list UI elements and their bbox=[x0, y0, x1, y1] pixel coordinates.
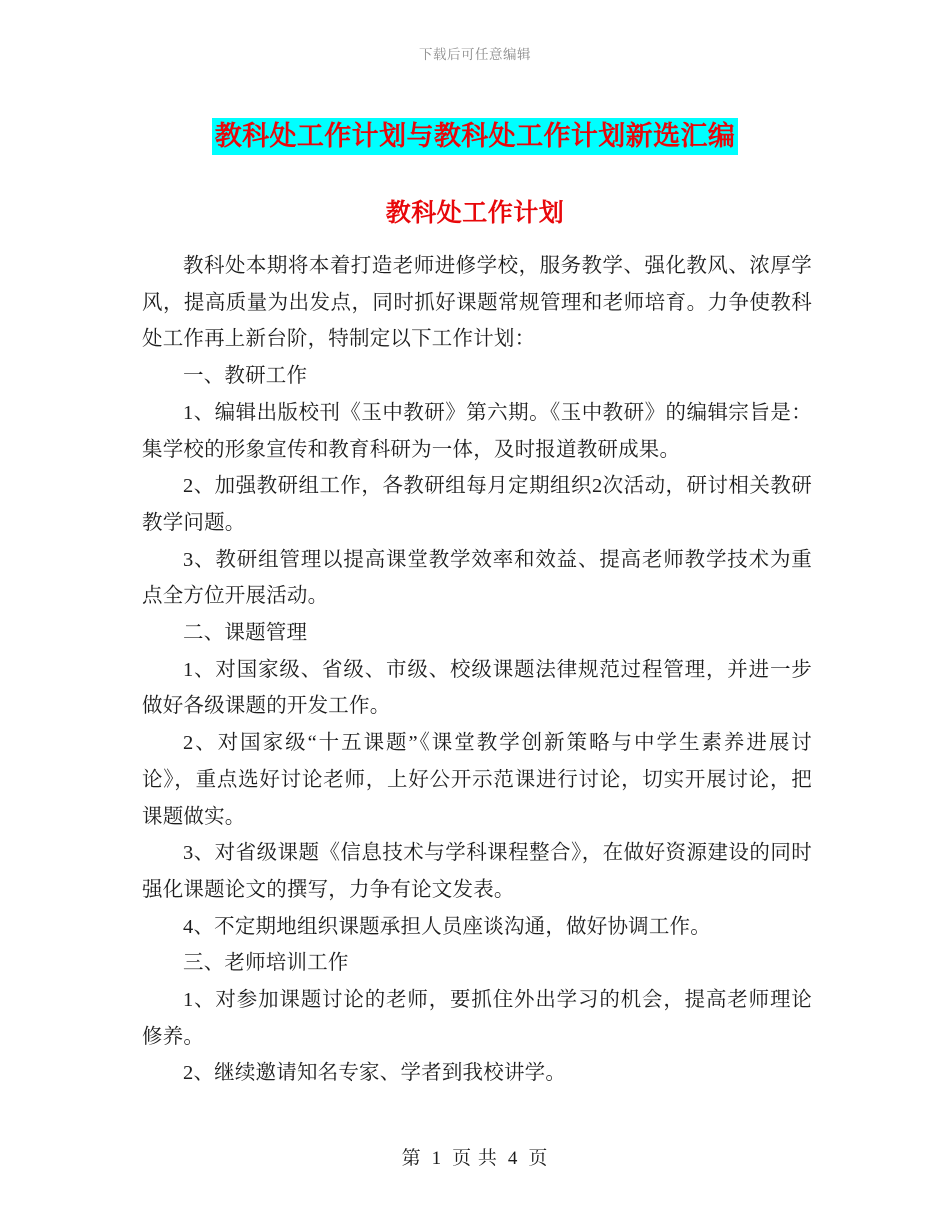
section-heading-research: 一、教研工作 bbox=[183, 365, 308, 388]
paragraph: 3、教研组管理以提高课堂教学效率和效益、提高老师教学技术为重点全方位开展活动。 bbox=[142, 548, 812, 608]
paragraph: 2、加强教研组工作，各教研组每月定期组织2次活动，研讨相关教研教学问题。 bbox=[142, 475, 812, 534]
paragraph: 1、对国家级、省级、市级、校级课题法律规范过程管理，并进一步做好各级课题的开发工作。 bbox=[142, 658, 812, 718]
paragraph: 1、编辑出版校刊《玉中教研》第六期。《玉中教研》的编辑宗旨是：集学校的形象宣传和教育科研为一体，及时报道教研成果。 bbox=[142, 401, 812, 461]
paragraph: 2、继续邀请知名专家、学者到我校讲学。 bbox=[183, 1062, 567, 1085]
footer-middle: 页 共 bbox=[452, 1148, 498, 1169]
paragraph: 2、对国家级“十五课题”《课堂教学创新策略与中学生素养进展讨论》，重点选好讨论老师，上好公开示范课进行讨论，切实开展讨论，把课题做实。 bbox=[142, 732, 812, 828]
paragraph: 1、对参加课题讨论的老师，要抓住外出学习的机会，提高老师理论修养。 bbox=[142, 989, 812, 1048]
download-note-header: 下载后可任意编辑 bbox=[419, 47, 531, 63]
paragraph: 4、不定期地组织课题承担人员座谈沟通，做好协调工作。 bbox=[183, 915, 711, 938]
footer-prefix: 第 bbox=[401, 1148, 422, 1169]
footer-suffix: 页 bbox=[528, 1148, 549, 1169]
page-number-footer bbox=[0, 1146, 950, 1172]
section-heading-teacher-training: 三、老师培训工作 bbox=[183, 952, 349, 975]
footer-total-pages: 4 bbox=[507, 1148, 519, 1169]
document-title: 教科处工作计划与教科处工作计划新选汇编 bbox=[212, 118, 739, 155]
document-title-container bbox=[0, 118, 950, 155]
footer-current-page: 1 bbox=[431, 1148, 443, 1169]
document-body bbox=[142, 248, 812, 1092]
paragraph: 3、对省级课题《信息技术与学科课程整合》，在做好资源建设的同时强化课题论文的撰写，力争有论文发表。 bbox=[142, 842, 812, 901]
document-subtitle: 教科处工作计划 bbox=[385, 200, 565, 227]
paragraph: 教科处本期将本着打造老师进修学校，服务教学、强化教风、浓厚学风，提高质量为出发点，同时抓好课题常规管理和老师培育。力争使教科处工作再上新台阶，特制定以下工作计划： bbox=[142, 255, 812, 351]
section-heading-topic-management: 二、课题管理 bbox=[183, 622, 308, 645]
